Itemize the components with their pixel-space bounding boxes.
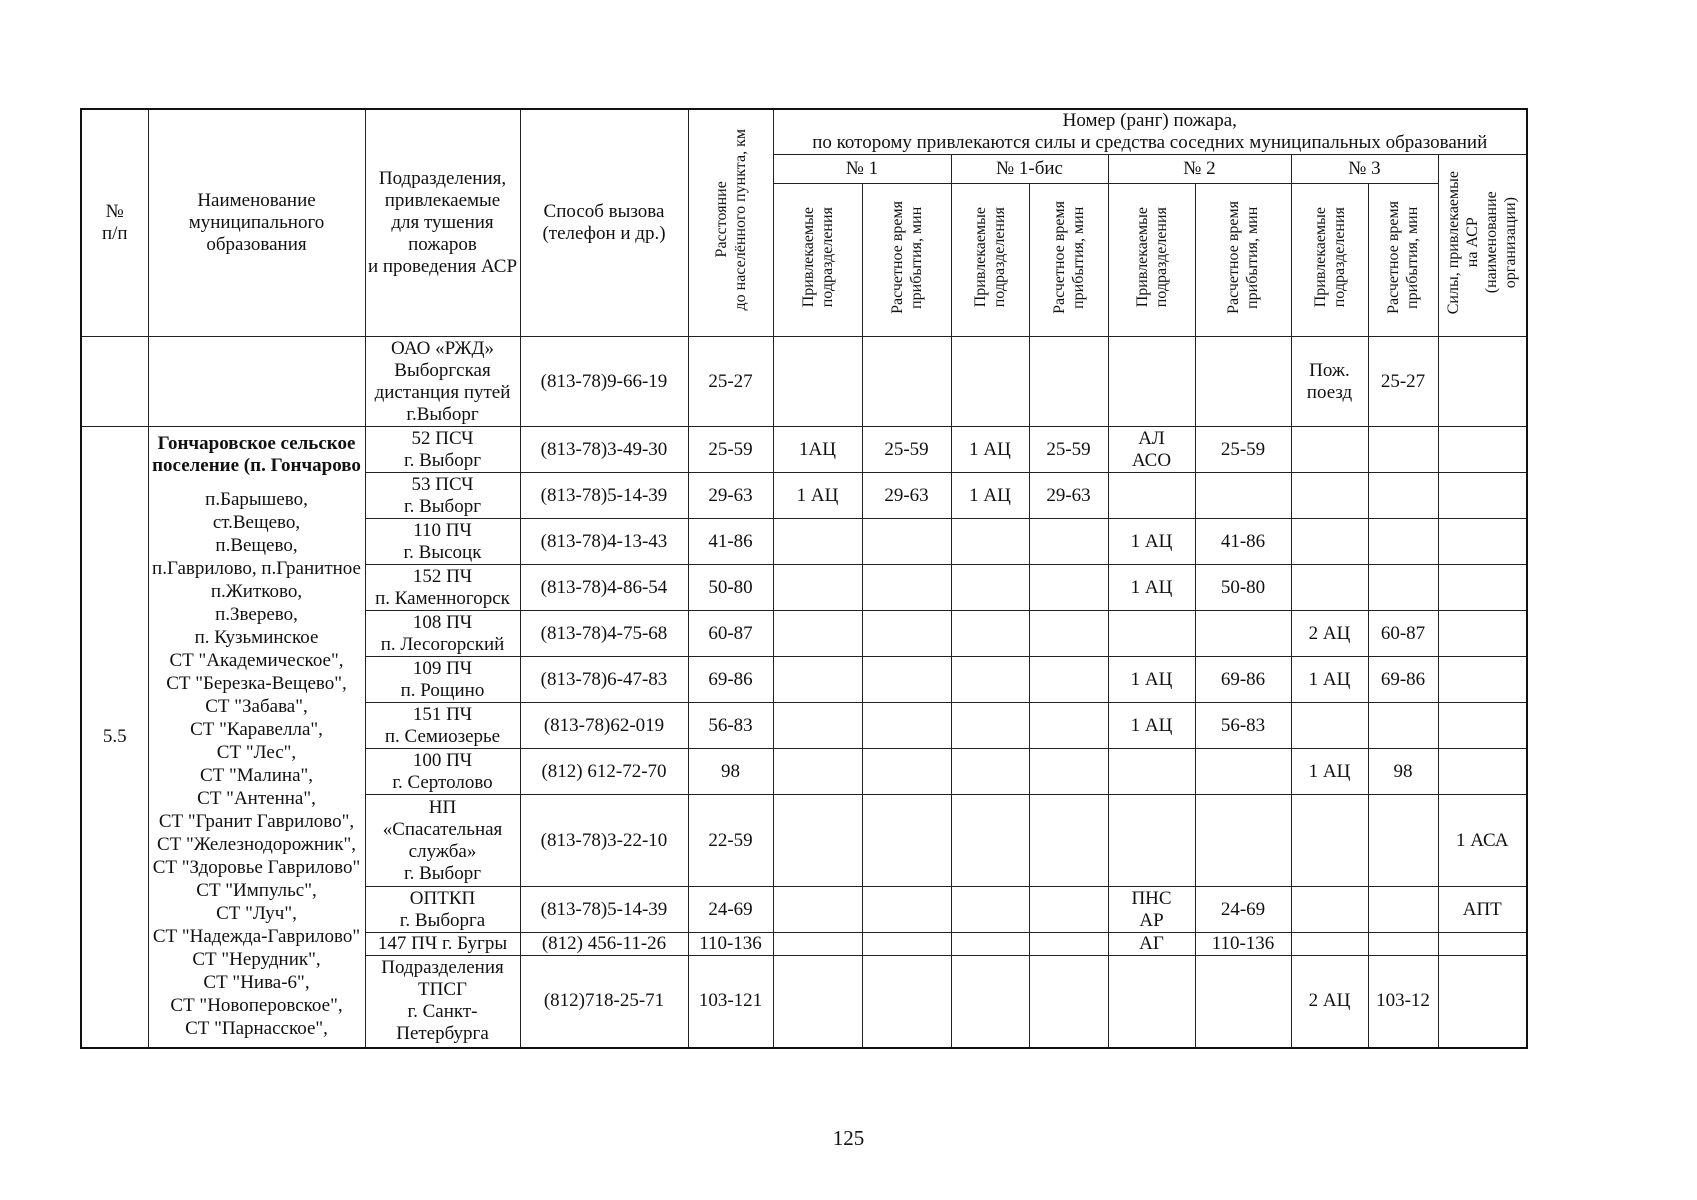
call-cell: (813-78)62-019 <box>520 703 688 749</box>
call-cell: (813-78)4-86-54 <box>520 565 688 611</box>
asr-cell <box>1438 657 1527 703</box>
header-r2-units: Привлекаемые подразделения <box>1108 184 1195 337</box>
asr-cell: АПТ <box>1438 887 1527 933</box>
unit-cell: 52 ПСЧ г. Выборг <box>365 427 520 473</box>
r1-time-cell <box>862 519 951 565</box>
r2-time-cell <box>1195 473 1291 519</box>
header-rank-1: № 1 <box>773 155 951 184</box>
header-r1-units: Привлекаемые подразделения <box>773 184 862 337</box>
municipality-cell <box>148 427 365 1048</box>
call-cell: (813-78)6-47-83 <box>520 657 688 703</box>
r1b-time-cell <box>1029 657 1108 703</box>
r3-unit-cell: 2 АЦ <box>1291 956 1368 1048</box>
r1-time-cell <box>862 703 951 749</box>
r3-time-cell: 25-27 <box>1368 337 1438 427</box>
r1b-unit-cell <box>951 611 1029 657</box>
r1b-time-cell <box>1029 519 1108 565</box>
r3-time-cell: 60-87 <box>1368 611 1438 657</box>
distance-cell: 24-69 <box>688 887 773 933</box>
unit-cell: 151 ПЧ п. Семиозерье <box>365 703 520 749</box>
call-cell: (812)718-25-71 <box>520 956 688 1048</box>
distance-cell: 56-83 <box>688 703 773 749</box>
r1b-time-cell <box>1029 703 1108 749</box>
r1-unit-cell: 1АЦ <box>773 427 862 473</box>
r3-unit-cell: 1 АЦ <box>1291 657 1368 703</box>
header-r2-time: Расчетное время прибытия, мин <box>1195 184 1291 337</box>
r2-time-cell <box>1195 956 1291 1048</box>
r1-unit-cell <box>773 956 862 1048</box>
r1-time-cell: 29-63 <box>862 473 951 519</box>
unit-cell: 108 ПЧ п. Лесогорский <box>365 611 520 657</box>
r2-time-cell: 69-86 <box>1195 657 1291 703</box>
r1-time-cell <box>862 565 951 611</box>
asr-cell <box>1438 703 1527 749</box>
asr-cell <box>1438 956 1527 1048</box>
r2-unit-cell <box>1108 795 1195 887</box>
header-units: Подразделения, привлекаемые для тушения пожаров и проведения АСР <box>365 109 520 337</box>
r1b-unit-cell <box>951 956 1029 1048</box>
r1b-time-cell <box>1029 887 1108 933</box>
table-row <box>81 427 1527 473</box>
r2-unit-cell: 1 АЦ <box>1108 703 1195 749</box>
r1b-time-cell <box>1029 611 1108 657</box>
r1-time-cell <box>862 657 951 703</box>
r1b-time-cell <box>1029 749 1108 795</box>
r3-unit-cell <box>1291 473 1368 519</box>
r3-time-cell <box>1368 795 1438 887</box>
header-rank-2: № 2 <box>1108 155 1291 184</box>
r1b-unit-cell: 1 АЦ <box>951 473 1029 519</box>
asr-cell <box>1438 565 1527 611</box>
r2-unit-cell: АЛ АСО <box>1108 427 1195 473</box>
distance-cell: 110-136 <box>688 933 773 956</box>
header-rank-3: № 3 <box>1291 155 1438 184</box>
distance-cell: 60-87 <box>688 611 773 657</box>
r1b-time-cell <box>1029 933 1108 956</box>
r2-unit-cell <box>1108 473 1195 519</box>
r1b-unit-cell <box>951 565 1029 611</box>
call-cell: (812) 456-11-26 <box>520 933 688 956</box>
asr-cell <box>1438 427 1527 473</box>
header-call-method: Способ вызова (телефон и др.) <box>520 109 688 337</box>
distance-cell: 103-121 <box>688 956 773 1048</box>
r2-time-cell: 24-69 <box>1195 887 1291 933</box>
r1b-unit-cell <box>951 703 1029 749</box>
asr-cell <box>1438 933 1527 956</box>
r1b-time-cell: 25-59 <box>1029 427 1108 473</box>
header-rank-1bis: № 1-бис <box>951 155 1108 184</box>
r1-unit-cell <box>773 795 862 887</box>
asr-cell <box>1438 519 1527 565</box>
header-num: № п/п <box>81 109 148 337</box>
r1b-time-cell <box>1029 565 1108 611</box>
r3-time-cell <box>1368 887 1438 933</box>
r3-unit-cell: 1 АЦ <box>1291 749 1368 795</box>
r1b-time-cell: 29-63 <box>1029 473 1108 519</box>
call-cell: (813-78)5-14-39 <box>520 473 688 519</box>
municipality-title: Гончаровское сельское поселение (п. Гончарово <box>152 433 361 477</box>
r1-unit-cell <box>773 565 862 611</box>
r1b-unit-cell <box>951 657 1029 703</box>
r2-time-cell: 25-59 <box>1195 427 1291 473</box>
unit-cell: ОПТКП г. Выборга <box>365 887 520 933</box>
unit-cell: 109 ПЧ п. Рощино <box>365 657 520 703</box>
unit-cell: 53 ПСЧ г. Выборг <box>365 473 520 519</box>
call-cell: (813-78)3-22-10 <box>520 795 688 887</box>
r3-unit-cell <box>1291 703 1368 749</box>
asr-cell <box>1438 611 1527 657</box>
r3-unit-cell: Пож. поезд <box>1291 337 1368 427</box>
r2-time-cell: 50-80 <box>1195 565 1291 611</box>
r2-time-cell: 56-83 <box>1195 703 1291 749</box>
r2-time-cell <box>1195 749 1291 795</box>
header-fire-rank: Номер (ранг) пожара, по которому привлекаются силы и средства соседних муниципальных образований <box>773 109 1527 155</box>
r3-unit-cell <box>1291 795 1368 887</box>
call-cell: (813-78)4-13-43 <box>520 519 688 565</box>
r1-unit-cell <box>773 519 862 565</box>
header-municipality: Наименование муниципального образования <box>148 109 365 337</box>
r1-unit-cell <box>773 611 862 657</box>
r1-time-cell <box>862 611 951 657</box>
r3-unit-cell <box>1291 565 1368 611</box>
section-number: 5.5 <box>81 427 148 1048</box>
r1b-unit-cell <box>951 749 1029 795</box>
r3-time-cell <box>1368 473 1438 519</box>
r1-unit-cell: 1 АЦ <box>773 473 862 519</box>
r2-unit-cell: ПНС АР <box>1108 887 1195 933</box>
r2-unit-cell <box>1108 749 1195 795</box>
unit-cell: НП «Спасательная служба» г. Выборг <box>365 795 520 887</box>
r1-time-cell: 25-59 <box>862 427 951 473</box>
call-cell: (813-78)4-75-68 <box>520 611 688 657</box>
r1-time-cell <box>862 887 951 933</box>
header-r1b-time: Расчетное время прибытия, мин <box>1029 184 1108 337</box>
r1b-unit-cell <box>951 519 1029 565</box>
header-r1-time: Расчетное время прибытия, мин <box>862 184 951 337</box>
asr-cell: 1 АСА <box>1438 795 1527 887</box>
page-number: 125 <box>832 1126 865 1150</box>
settlements-list: п.Барышево, ст.Вещево, п.Вещево, п.Гаврилово, п.Гранитное п.Житково, п.Зверево, п. Кузьминское СТ "Академическое", СТ "Березка-Вещево", СТ "Забава", СТ "Каравелла", СТ "Лес", СТ "Малина", СТ "Антенна", СТ "Гранит Гаврилово", СТ "Железнодорожник", СТ "Здоровье Гаврилово" СТ "Импульс", СТ "Луч", СТ "Надежда-Гаврилово" СТ "Нерудник", СТ "Нива-6", СТ "Новоперовское", СТ "Парнасское", <box>152 489 361 1040</box>
r3-unit-cell <box>1291 519 1368 565</box>
r3-time-cell <box>1368 519 1438 565</box>
unit-cell: 110 ПЧ г. Высоцк <box>365 519 520 565</box>
asr-cell <box>1438 749 1527 795</box>
distance-cell: 25-59 <box>688 427 773 473</box>
header-r3-units: Привлекаемые подразделения <box>1291 184 1368 337</box>
header-distance: Расстояние до населённого пункта, км <box>688 109 773 337</box>
table-row-rzd <box>81 337 1527 427</box>
distance-cell: 69-86 <box>688 657 773 703</box>
r3-unit-cell <box>1291 887 1368 933</box>
r1b-unit-cell <box>951 795 1029 887</box>
r3-time-cell: 103-12 <box>1368 956 1438 1048</box>
r2-unit-cell: 1 АЦ <box>1108 657 1195 703</box>
r2-unit-cell: АГ <box>1108 933 1195 956</box>
call-cell: (813-78)9-66-19 <box>520 337 688 427</box>
r1-unit-cell <box>773 887 862 933</box>
unit-cell: ОАО «РЖД» Выборгская дистанция путей г.Выборг <box>365 337 520 427</box>
r3-time-cell: 69-86 <box>1368 657 1438 703</box>
r2-time-cell: 41-86 <box>1195 519 1291 565</box>
distance-cell: 98 <box>688 749 773 795</box>
r1-time-cell <box>862 795 951 887</box>
r1b-unit-cell <box>951 887 1029 933</box>
r1-unit-cell <box>773 749 862 795</box>
header-r1b-units: Привлекаемые подразделения <box>951 184 1029 337</box>
call-cell: (813-78)3-49-30 <box>520 427 688 473</box>
r3-time-cell <box>1368 427 1438 473</box>
r1-unit-cell <box>773 703 862 749</box>
distance-cell: 29-63 <box>688 473 773 519</box>
r3-time-cell <box>1368 933 1438 956</box>
header-r3-time: Расчетное время прибытия, мин <box>1368 184 1438 337</box>
r3-unit-cell: 2 АЦ <box>1291 611 1368 657</box>
r3-unit-cell <box>1291 933 1368 956</box>
r2-time-cell <box>1195 795 1291 887</box>
r2-time-cell <box>1195 611 1291 657</box>
r3-unit-cell <box>1291 427 1368 473</box>
r2-unit-cell <box>1108 956 1195 1048</box>
document-page <box>80 108 1528 1049</box>
distance-cell: 50-80 <box>688 565 773 611</box>
unit-cell: Подразделения ТПСГ г. Санкт- Петербурга <box>365 956 520 1048</box>
r3-time-cell <box>1368 703 1438 749</box>
fire-rank-table <box>80 108 1528 1049</box>
r1b-unit-cell: 1 АЦ <box>951 427 1029 473</box>
r1-unit-cell <box>773 657 862 703</box>
unit-cell: 152 ПЧ п. Каменногорск <box>365 565 520 611</box>
r1-time-cell <box>862 933 951 956</box>
call-cell: (813-78)5-14-39 <box>520 887 688 933</box>
unit-cell: 147 ПЧ г. Бугры <box>365 933 520 956</box>
r1-time-cell <box>862 749 951 795</box>
r2-unit-cell: 1 АЦ <box>1108 519 1195 565</box>
asr-cell <box>1438 473 1527 519</box>
r3-time-cell <box>1368 565 1438 611</box>
r1-time-cell <box>862 956 951 1048</box>
r2-time-cell: 110-136 <box>1195 933 1291 956</box>
r3-time-cell: 98 <box>1368 749 1438 795</box>
r1-unit-cell <box>773 933 862 956</box>
call-cell: (812) 612-72-70 <box>520 749 688 795</box>
r2-unit-cell: 1 АЦ <box>1108 565 1195 611</box>
distance-cell: 25-27 <box>688 337 773 427</box>
r1b-unit-cell <box>951 933 1029 956</box>
r1b-time-cell <box>1029 795 1108 887</box>
header-row-1 <box>81 109 1527 155</box>
r1b-time-cell <box>1029 956 1108 1048</box>
r2-unit-cell <box>1108 611 1195 657</box>
header-asr-forces: Силы, привлекаемые на АСР (наименование организации) <box>1438 155 1527 337</box>
distance-cell: 41-86 <box>688 519 773 565</box>
unit-cell: 100 ПЧ г. Сертолово <box>365 749 520 795</box>
distance-cell: 22-59 <box>688 795 773 887</box>
